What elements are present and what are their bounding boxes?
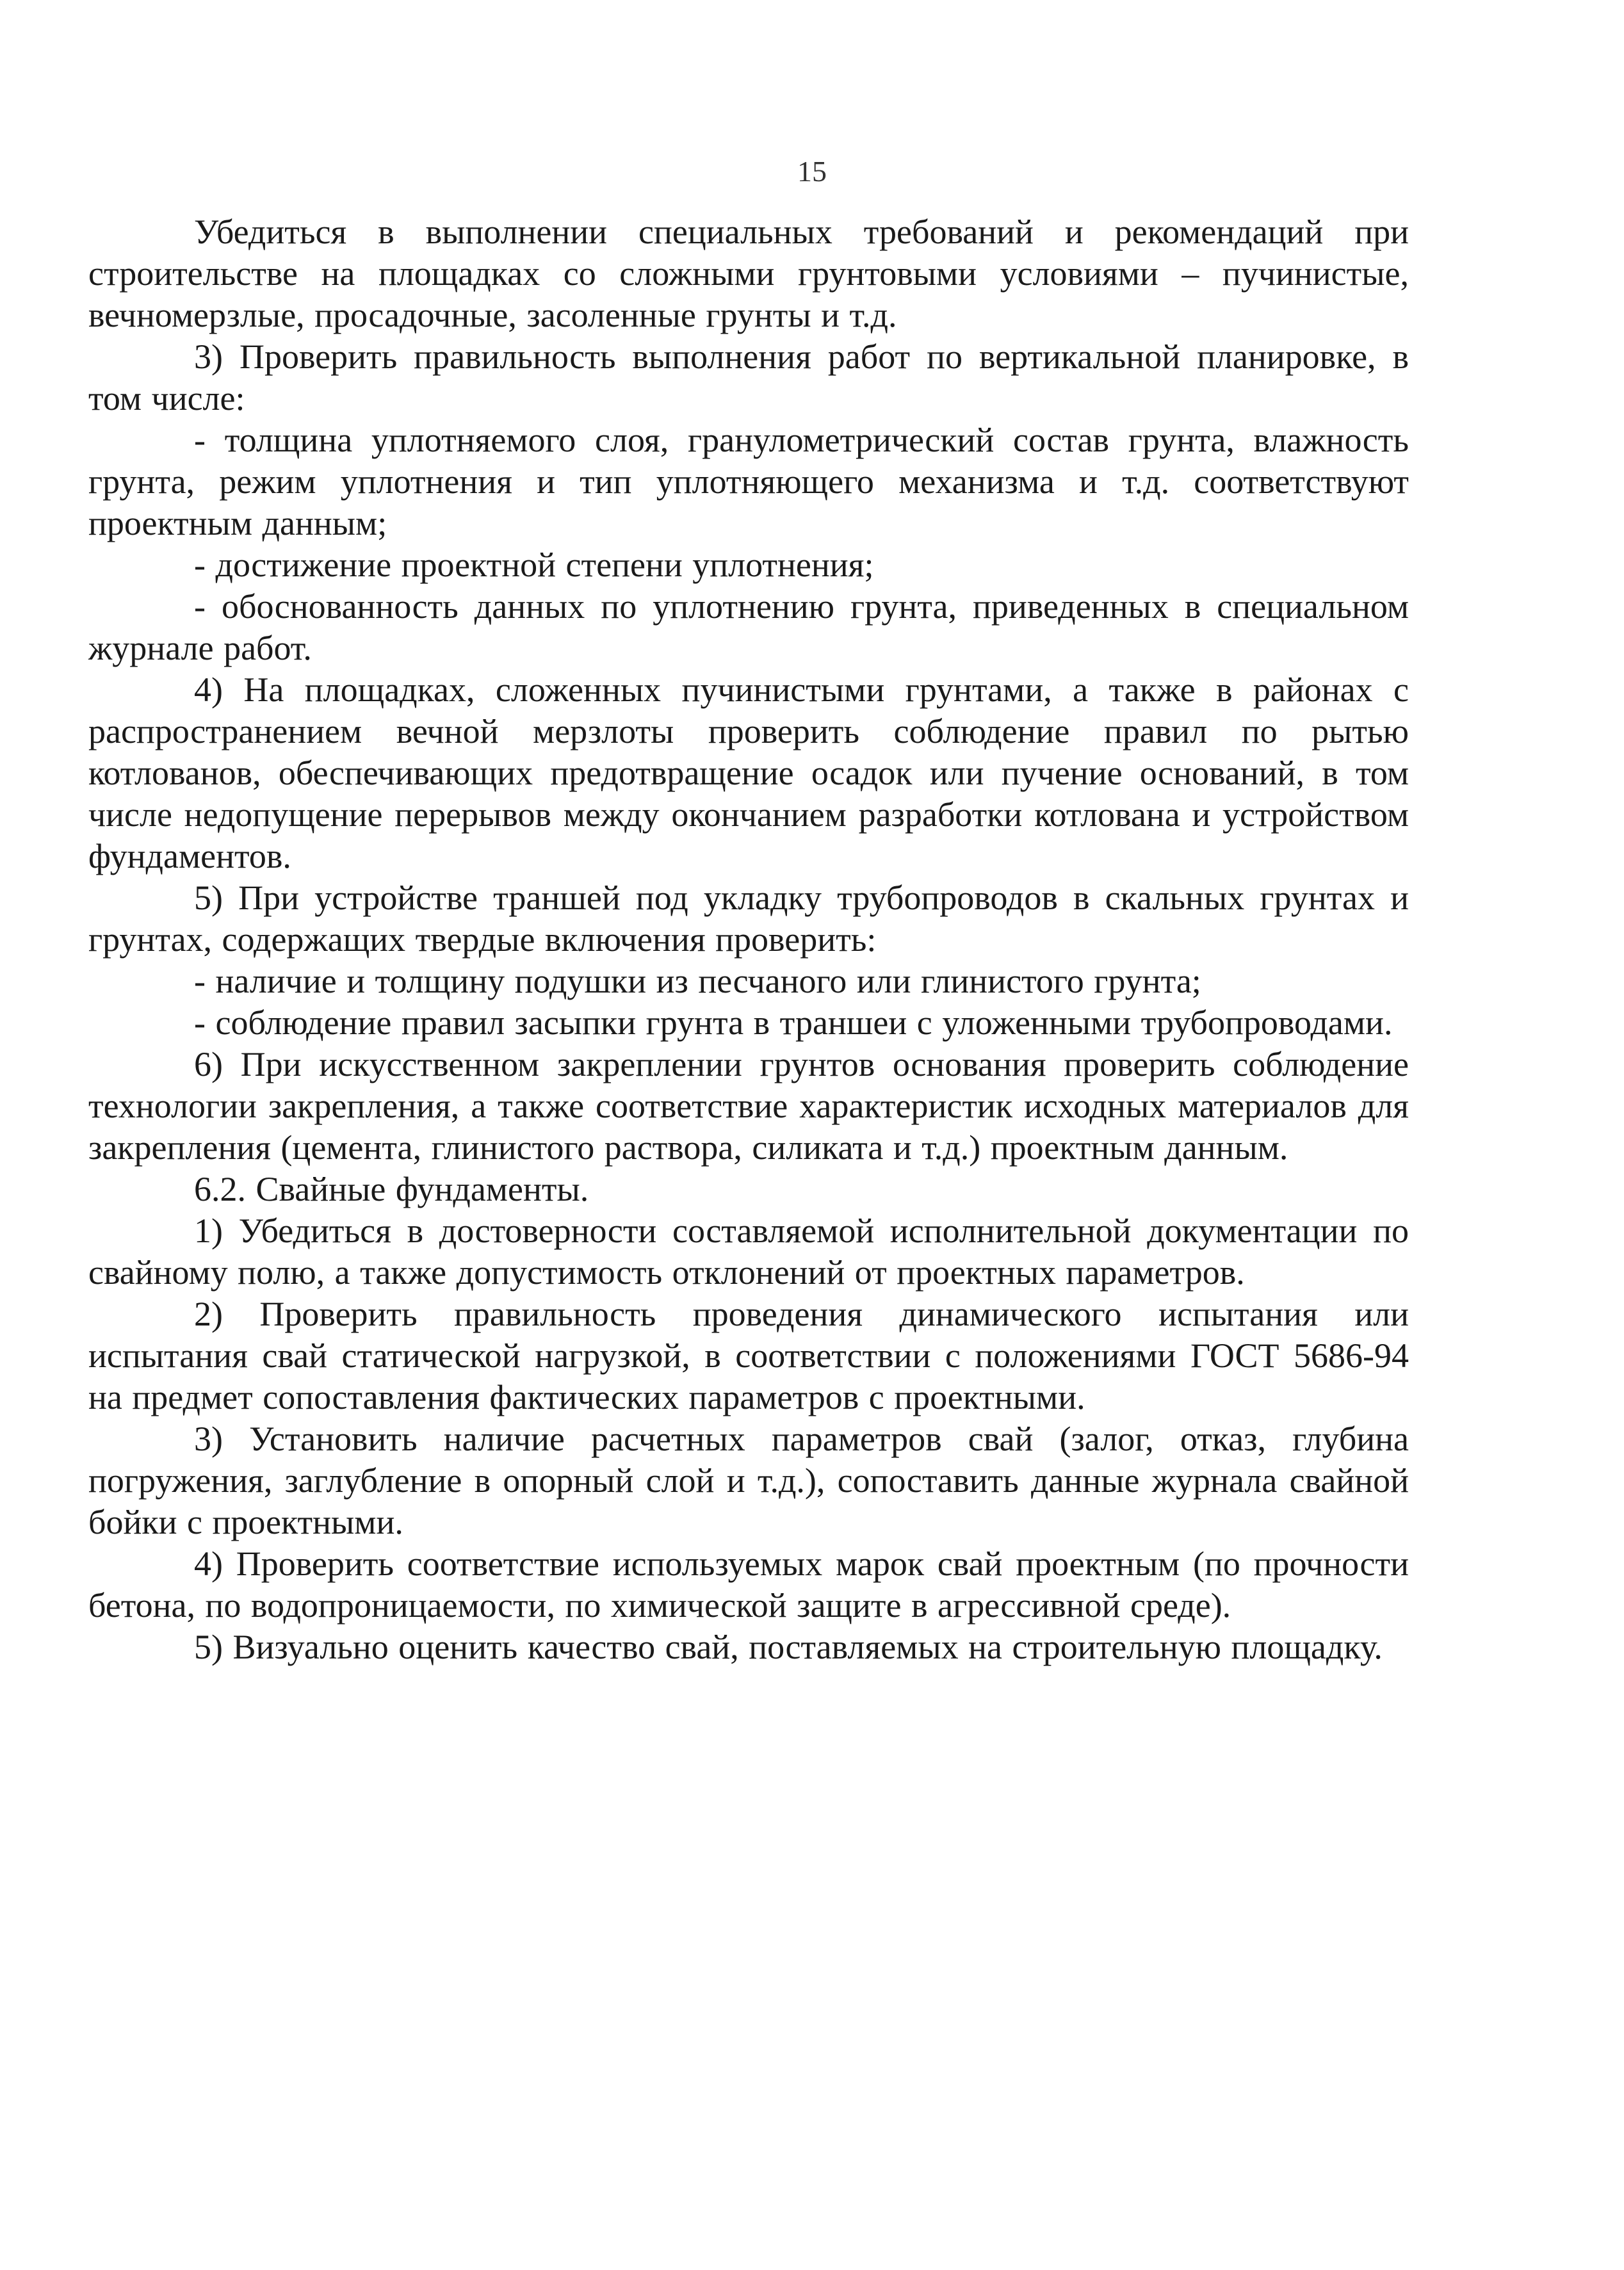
paragraph-pile-item-2: 2) Проверить правильность проведения динамического испытания или испытания свай статической нагрузкой, в соответствии с положениями ГОСТ 5686-94 на предмет сопоставления фактических параметров с проектными.	[88, 1295, 1409, 1416]
paragraph-pile-item-4: 4) Проверить соответствие используемых марок свай проектным (по прочности бетона, по водопроницаемости, по химической защите в агрессивной среде).	[88, 1544, 1409, 1625]
paragraph-special-requirements: Убедиться в выполнении специальных требований и рекомендаций при строительстве на площадках со сложными грунтовыми условиями – пучинистые, вечномерзлые, просадочные, засоленные грунты и т.д.	[88, 213, 1409, 334]
paragraph-layer-thickness: - толщина уплотняемого слоя, гранулометрический состав грунта, влажность грунта, режим уплотнения и тип уплотняющего механизма и т.д. соответствуют проектным данным;	[88, 421, 1409, 542]
section-heading-pile-foundations: 6.2. Свайные фундаменты.	[194, 1170, 589, 1208]
paragraph-item-3-vertical-planning: 3) Проверить правильность выполнения работ по вертикальной планировке, в том числе:	[88, 337, 1409, 418]
paragraph-item-5-trenches: 5) При устройстве траншей под укладку трубопроводов в скальных грунтах и грунтах, содержащих твердые включения проверить:	[88, 879, 1409, 959]
paragraph-backfill: - соблюдение правил засыпки грунта в траншеи с уложенными трубопроводами.	[194, 1003, 1393, 1042]
paragraph-cushion: - наличие и толщину подушки из песчаного или глинистого грунта;	[194, 962, 1201, 1000]
paragraph-pile-item-5: 5) Визуально оценить качество свай, поставляемых на строительную площадку.	[194, 1628, 1383, 1666]
paragraph-pile-item-3: 3) Установить наличие расчетных параметров свай (залог, отказ, глубина погружения, заглубление в опорный слой и т.д.), сопоставить данные журнала свайной бойки с проектными.	[88, 1420, 1409, 1541]
page-number: 15	[797, 155, 827, 188]
paragraph-compaction-data: - обоснованность данных по уплотнению грунта, приведенных в специальном журнале работ.	[88, 587, 1409, 667]
paragraph-pile-item-1: 1) Убедиться в достоверности составляемой исполнительной документации по свайному полю, а также допустимость отклонений от проектных параметров.	[88, 1212, 1409, 1292]
paragraph-item-4-heaving-soils: 4) На площадках, сложенных пучинистыми грунтами, а также в районах с распространением вечной мерзлоты проверить соблюдение правил по рытью котлованов, обеспечивающих предотвращение осадок или пучение оснований, в том числе недопущение перерывов между окончанием разработки котлована и устройством фундаментов.	[88, 670, 1409, 875]
document-body	[88, 211, 1409, 1668]
paragraph-compaction-degree: - достижение проектной степени уплотнения;	[194, 546, 874, 584]
paragraph-item-6-soil-fixing: 6) При искусственном закреплении грунтов основания проверить соблюдение технологии закрепления, а также соответствие характеристик исходных материалов для закрепления (цемента, глинистого раствора, силиката и т.д.) проектным данным.	[88, 1045, 1409, 1167]
